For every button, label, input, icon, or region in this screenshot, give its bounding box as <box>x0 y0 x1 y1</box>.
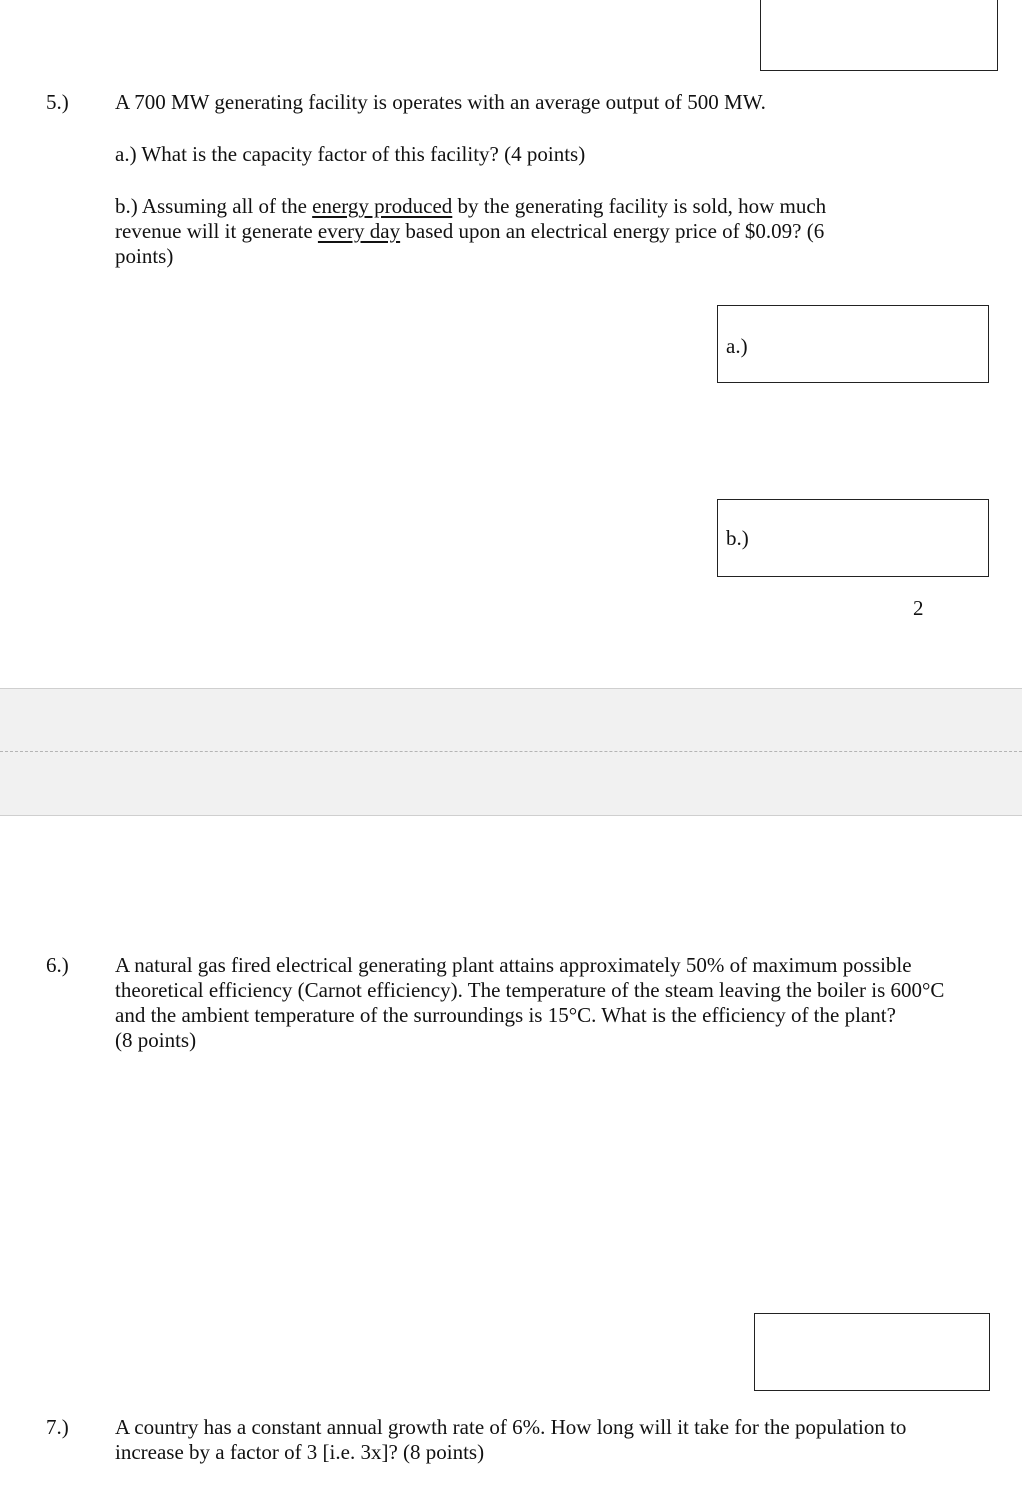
question-5-part-b-line1: b.) Assuming all of the energy produced by the generating facility is sold, how much <box>115 194 827 218</box>
question-6-line1: A natural gas fired electrical generating plant attains approximately 50% of maximum possible <box>115 953 912 977</box>
answer-box-b[interactable] <box>717 499 989 577</box>
question-5-stem: A 700 MW generating facility is operates with an average output of 500 MW. <box>115 90 766 114</box>
question-6-line2: theoretical efficiency (Carnot efficiency). The temperature of the steam leaving the boiler is 600°C <box>115 978 945 1002</box>
question-7-line1: A country has a constant annual growth rate of 6%. How long will it take for the population to <box>115 1415 907 1439</box>
question-5-part-b-line3: points) <box>115 244 174 268</box>
question-5-part-b <box>115 194 915 269</box>
question-6-line4: (8 points) <box>115 1028 197 1052</box>
energy-produced-underline: energy produced <box>312 194 453 218</box>
answer-box-q6[interactable] <box>754 1313 990 1391</box>
question-6-line3: and the ambient temperature of the surroundings is 15°C. What is the efficiency of the plant? <box>115 1003 896 1027</box>
question-7-line2: increase by a factor of 3 [i.e. 3x]? (8 points) <box>115 1440 485 1464</box>
question-6-number: 6.) <box>46 953 69 977</box>
question-5-part-b-line2: revenue will it generate every day based upon an electrical energy price of $0.09? (6 <box>115 219 825 243</box>
page-number: 2 <box>913 596 924 620</box>
question-7-text <box>115 1415 995 1465</box>
page-break-line <box>0 751 1022 752</box>
question-7-number: 7.) <box>46 1415 69 1439</box>
answer-box-a[interactable] <box>717 305 989 383</box>
question-5-number: 5.) <box>46 90 69 114</box>
answer-box-a-label: a.) <box>726 334 748 358</box>
every-day-underline: every day <box>317 219 401 243</box>
answer-box-b-label: b.) <box>726 526 749 550</box>
score-box-top <box>760 0 998 71</box>
question-5-part-a: a.) What is the capacity factor of this facility? (4 points) <box>115 142 586 166</box>
question-6-text <box>115 953 995 1053</box>
page-gap <box>0 688 1022 816</box>
